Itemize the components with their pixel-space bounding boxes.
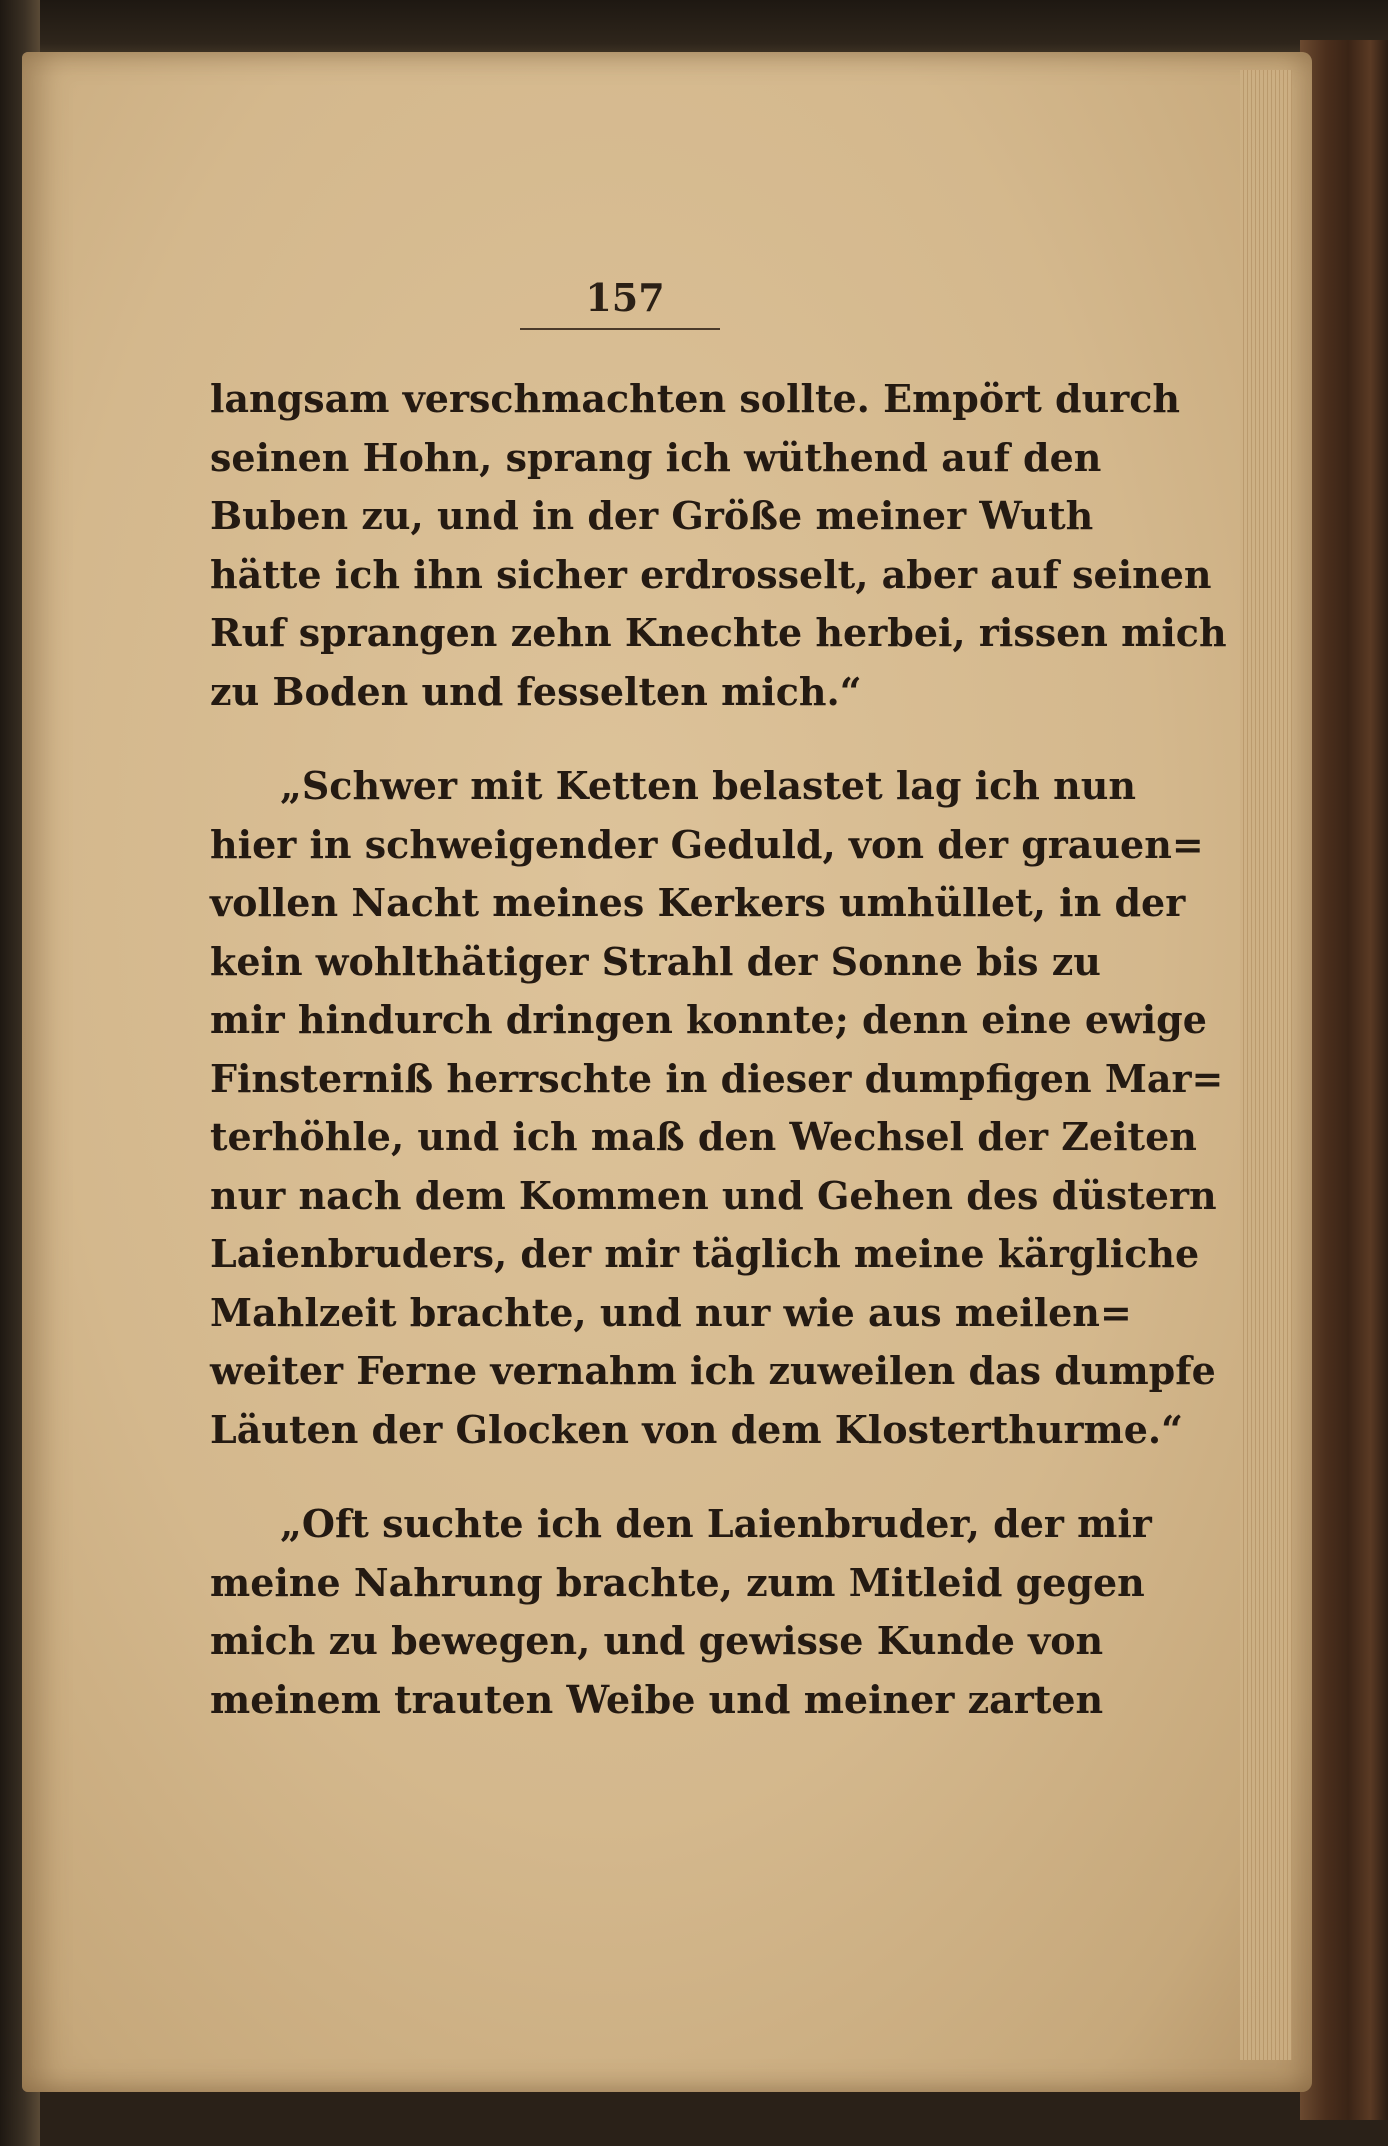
text-line: hätte ich ihn sicher erdrosselt, aber auf seinen <box>210 551 1212 597</box>
text-line: Buben zu, und in der Größe meiner Wuth <box>210 493 1094 538</box>
paragraph-gap <box>210 1459 1050 1495</box>
text-line: kein wohlthätiger Strahl der Sonne bis zu <box>210 938 1101 984</box>
text-line: Finsterniß herrschte in dieser dumpfigen Mar= <box>210 1055 1224 1101</box>
body-text <box>210 370 1227 1729</box>
text-line: langsam verschmachten sollte. Empört durch <box>210 376 1181 421</box>
text-line: zu Boden und fesselten mich.“ <box>210 668 862 714</box>
header-rule <box>520 328 720 330</box>
text-line: Läuten der Glocken von dem Klosterthurme.“ <box>210 1406 1184 1452</box>
text-line: „Schwer mit Ketten belastet lag ich nun <box>280 763 1137 808</box>
text-line: meinem trauten Weibe und meiner zarten <box>210 1676 1104 1722</box>
text-line: Ruf sprangen zehn Knechte herbei, rissen mich <box>210 610 1227 655</box>
text-line: hier in schweigender Geduld, von der grauen= <box>210 821 1204 867</box>
text-line: mir hindurch dringen konnte; denn eine ewige <box>210 997 1207 1042</box>
page-number: 157 <box>585 275 665 320</box>
paragraph <box>210 1495 1152 1729</box>
text-line: Mahlzeit brachte, und nur wie aus meilen= <box>210 1289 1132 1335</box>
text-line: weiter Ferne vernahm ich zuweilen das dumpfe <box>210 1348 1216 1393</box>
text-line: terhöhle, und ich maß den Wechsel der Zeiten <box>210 1114 1197 1159</box>
text-line: „Oft suchte ich den Laienbruder, der mir <box>280 1501 1152 1546</box>
text-line: vollen Nacht meines Kerkers umhüllet, in der <box>210 880 1186 925</box>
text-line: nur nach dem Kommen und Gehen des düstern <box>210 1172 1217 1218</box>
text-line: mich zu bewegen, und gewisse Kunde von <box>210 1618 1104 1663</box>
paragraph <box>210 370 1227 721</box>
text-line: Laienbruders, der mir täglich meine kärgliche <box>210 1231 1200 1276</box>
book-cover-edge <box>1300 40 1388 2120</box>
page-stack-edge <box>1240 70 1292 2060</box>
paragraph-gap <box>210 721 1050 757</box>
paragraph <box>210 757 1224 1459</box>
text-line: meine Nahrung brachte, zum Mitleid gegen <box>210 1559 1145 1605</box>
text-line: seinen Hohn, sprang ich wüthend auf den <box>210 434 1102 480</box>
